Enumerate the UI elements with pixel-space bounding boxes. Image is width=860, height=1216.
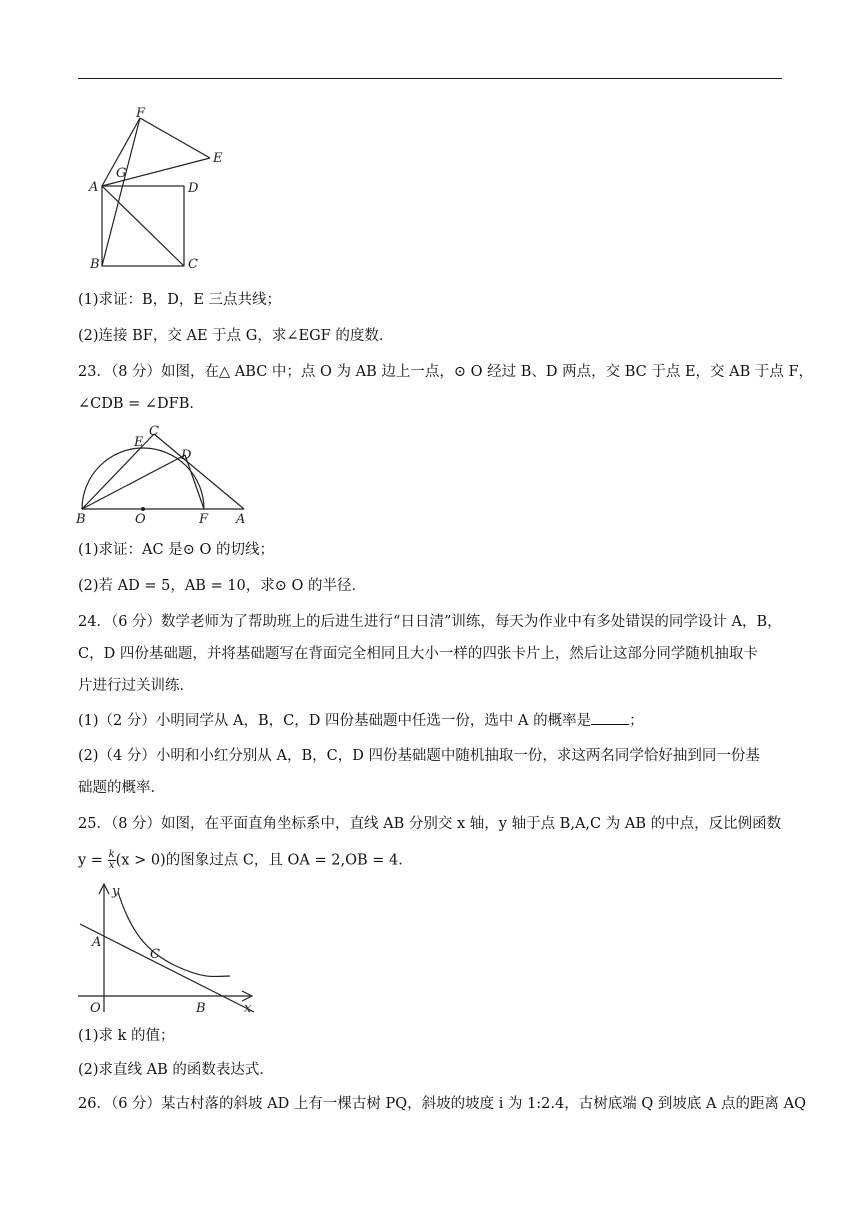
q22-figure [84, 106, 234, 278]
q23-part1: (1)求证：AC 是⊙ O 的切线； [78, 542, 274, 558]
q24-part1-end: ； [629, 713, 644, 729]
label-c: C [149, 424, 159, 439]
q25-part2: (2)求直线 AB 的函数表达式． [78, 1062, 274, 1078]
hyperbola-curve [118, 892, 230, 977]
q25-stem-line1: 25．（8 分）如图，在平面直角坐标系中，直线 AB 分别交 x 轴，y 轴于点 B,A,C 为 AB 的中点，反比例函数 [78, 816, 782, 832]
label-o: O [135, 512, 146, 527]
label-b: B [76, 512, 86, 527]
line-ab [80, 924, 254, 1012]
label-c: C [188, 257, 198, 272]
label-d: D [188, 181, 199, 196]
fraction-numerator: k [108, 849, 115, 860]
label-e: E [213, 151, 223, 166]
q24-part1 [78, 710, 782, 731]
q25-figure [76, 880, 260, 1020]
q25-stem-line2 [78, 850, 782, 871]
q22-part1: (1)求证：B，D，E 三点共线； [78, 292, 282, 308]
segment-df [185, 455, 204, 509]
q25-y-equals: y = [78, 852, 103, 869]
center-o [141, 507, 145, 511]
q23-figure [72, 422, 258, 528]
answer-blank[interactable] [591, 710, 629, 725]
label-f: F [136, 106, 146, 121]
q23-part2: (2)若 AD = 5，AB = 10，求⊙ O 的半径． [78, 578, 367, 594]
segment-bd [82, 455, 185, 509]
q22-part2: (2)连接 BF，交 AE 于点 G，求∠EGF 的度数． [78, 328, 394, 344]
q24-part2-line1: (2)（4 分）小明和小红分别从 A，B，C，D 四份基础题中随机抽取一份，求这两名同学恰好抽到同一份基 [78, 748, 760, 764]
diagonal-ac [102, 186, 184, 266]
q25-stem-line2-rest: (x > 0)的图象过点 C，且 OA = 2,OB = 4． [115, 852, 413, 869]
label-c: C [150, 947, 160, 962]
label-e: E [134, 435, 144, 450]
q23-stem-line2: ∠CDB = ∠DFB． [78, 396, 204, 412]
segment-ca [154, 434, 244, 509]
q24-stem-line3: 片进行过关训练． [78, 678, 194, 694]
q25-part1: (1)求 k 的值； [78, 1028, 175, 1044]
segment-fe [140, 118, 210, 158]
label-g: G [116, 166, 127, 181]
label-a: A [92, 935, 102, 950]
label-o: O [90, 1001, 101, 1016]
q24-stem-line1: 24．（6 分）数学老师为了帮助班上的后进生进行“日日清”训练，每天为作业中有多处错误的同学设计 A，B， [78, 614, 782, 630]
label-a: A [89, 180, 99, 195]
label-f: F [199, 512, 209, 527]
fraction-k-over-x [108, 850, 116, 871]
q23-stem-line1: 23．（8 分）如图，在△ ABC 中；点 O 为 AB 边上一点，⊙ O 经过 B、D 两点，交 BC 于点 E，交 AB 于点 F， [78, 364, 814, 380]
q24-part2-line2: 础题的概率． [78, 780, 165, 796]
label-d: D [181, 448, 192, 463]
label-b: B [90, 257, 100, 272]
label-b: B [196, 1001, 206, 1016]
q24-stem-line2: C，D 四份基础题，并将基础题写在背面完全相同且大小一样的四张卡片上，然后让这部分同学随机抽取卡 [78, 646, 758, 662]
label-a: A [236, 512, 246, 527]
fraction-denominator: x [108, 860, 115, 871]
q24-part1-text: (1)（2 分）小明同学从 A，B，C，D 四份基础题中任选一份，选中 A 的概率是 [78, 713, 592, 729]
header-rule [78, 78, 782, 79]
label-y: y [112, 884, 120, 899]
q26-stem-line1: 26．（6 分）某古村落的斜坡 AD 上有一棵古树 PQ，斜坡的坡度 i 为 1:2.4，古树底端 Q 到坡底 A 点的距离 AQ [78, 1096, 806, 1112]
label-x: x [244, 1001, 252, 1016]
